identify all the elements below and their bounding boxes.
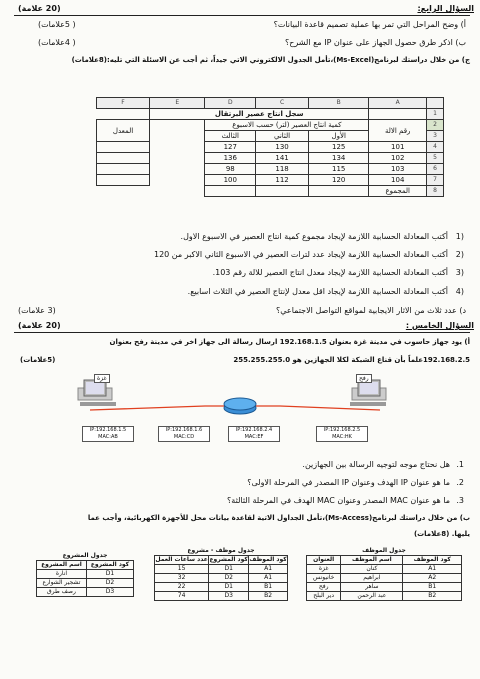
q4-marks: (20 علامة) [18, 4, 61, 13]
pc-right-icon [350, 380, 386, 406]
project-table [36, 552, 134, 597]
q4-d-marks: (3 علامات) [18, 306, 56, 315]
column-header: العنوان [307, 556, 341, 565]
col-letter: D [205, 98, 256, 109]
row-number: 1 [427, 109, 444, 120]
header-production: كمية انتاج العصير (لتر) حسب الاسبوع [205, 120, 369, 131]
employee-project-table [154, 547, 288, 601]
row-number: 6 [427, 164, 444, 175]
cell: 101 [369, 142, 427, 153]
q5-item: هل نحتاج موجه لتوجيه الرسالة بين الجهازين. [302, 460, 450, 469]
cell: 127 [205, 142, 256, 153]
q5-a-marks: (5علامات) [20, 356, 56, 364]
q5-item-num: 1. [456, 460, 464, 469]
q4-c: ج) من خلال دراستك لبرنامج(Ms-Excel)،تأمل الجدول الالكتروني الاتي جيداً، ثم أجب عن الاسئلة التي تليه:(8علامات) [71, 56, 470, 64]
table-row: B2 عبد الرحمن دير البلح [307, 592, 462, 601]
cell: 141 [256, 153, 309, 164]
cell: 103 [369, 164, 427, 175]
column-header: اسم المشروع [37, 561, 87, 570]
q5-marks: (20 علامة) [18, 321, 61, 330]
node-ip: IP:192.168.2.4 [235, 427, 273, 433]
node-ip: IP:192.168.2.5 [323, 427, 361, 433]
table-row: B1 ساهر رفح [307, 583, 462, 592]
divider [14, 332, 470, 333]
cell: 120 [309, 175, 369, 186]
q5-b-line1: ب) من خلال دراستك لبرنامج(Ms-Access)،تأمل الجداول الاتية لقاعدة بيانات محل للأجهزة الكهربائية، وأجب عما [87, 514, 470, 522]
cell: 134 [309, 153, 369, 164]
q4-b: ب) اذكر طرق حصول الجهاز على عنوان IP مع الشرح؟ [284, 38, 466, 47]
cell: 98 [205, 164, 256, 175]
table-row: A1 كنان غزة [307, 565, 462, 574]
column-header: كود المشروع [209, 556, 248, 563]
header-week3: الثالث [205, 131, 256, 142]
header-average: المعدل [97, 120, 150, 142]
q5-b-line2: يليها. (8علامات) [413, 530, 470, 538]
q5-a-line1: أ) يود جهاز حاسوب في مدينة غزة بعنوان 192.168.1.5 ارسال رسالة الى جهاز اخر في مدينة رفح بعنوان [109, 338, 470, 346]
q4-item-num: (3 [455, 268, 464, 277]
city-right-label: رفح [356, 374, 372, 383]
table-row: D2 تشجير الشوارع [37, 579, 134, 588]
q4-item: أكتب المعادلة الحسابية اللازمة لإيجاد اقل معدل لإنتاج العصير في الثلاث اسابيع. [187, 287, 448, 296]
node-ip: IP:192.168.1.6 [165, 427, 203, 433]
table-row: B1 D1 22 [155, 583, 288, 592]
q4-a: أ) وضح المراحل التي تمر بها عملية تصميم قاعدة البيانات؟ [273, 20, 466, 29]
q4-item-num: (2 [455, 250, 464, 259]
table-row: A1 D2 32 [155, 574, 288, 583]
col-letter: B [309, 98, 369, 109]
q4-item-num: (4 [455, 287, 464, 296]
table-row: A1 D1 15 [155, 565, 288, 574]
q5-item-num: 3. [456, 496, 464, 505]
header-week1: الأول [309, 131, 369, 142]
row-number: 4 [427, 142, 444, 153]
column-header: كود الموظف [403, 556, 462, 565]
q5-a-line2: 192.168.2.5علماً بأن قناع الشبكة لكلا الجهازين هو 255.255.255.0 [233, 356, 470, 364]
cell [309, 186, 369, 197]
column-header: اسم الموظف [341, 556, 403, 565]
node-mac: MAC:AB [98, 434, 118, 440]
q4-a-marks: ( 5علامات) [38, 20, 76, 29]
cell: 136 [205, 153, 256, 164]
row-number: 2 [427, 120, 444, 131]
cell [205, 186, 256, 197]
node-mac: MAC:EF [244, 434, 264, 440]
router-icon [224, 398, 256, 414]
node-address [82, 426, 134, 442]
q4-b-marks: ( 4علامات) [38, 38, 76, 47]
excel-sheet [96, 97, 444, 197]
node-address [316, 426, 368, 442]
table-row: D1 انارة [37, 570, 134, 579]
cell [97, 175, 150, 186]
col-letter: C [256, 98, 309, 109]
row-number: 8 [427, 186, 444, 197]
sheet-title: سجل انتاج عصير البرتقال [150, 109, 369, 120]
cell: 130 [256, 142, 309, 153]
header-week2: الثاني [256, 131, 309, 142]
cell: 100 [205, 175, 256, 186]
node-mac: MAC:CD [173, 434, 195, 440]
city-left-label: غزة [94, 374, 110, 383]
cell [97, 153, 150, 164]
column-header: عدد ساعات العمل [155, 556, 208, 563]
cell [256, 186, 309, 197]
q5-item: ما هو عنوان MAC المصدر وعنوان MAC الهدف في المرحلة الثالثة؟ [227, 496, 450, 505]
cell [97, 164, 150, 175]
divider [14, 15, 470, 16]
excel-corner [427, 98, 444, 109]
table-row: B2 D3 74 [155, 592, 288, 601]
col-letter: F [97, 98, 150, 109]
q4-item: أكتب المعادلة الحسابية اللازمة لإيجاد معدل انتاج العصير للالة رقم 103. [212, 268, 448, 277]
cell: 118 [256, 164, 309, 175]
column-header: كود المشروع [86, 561, 133, 570]
node-ip: IP:192.168.1.5 [89, 427, 127, 433]
cell: 102 [369, 153, 427, 164]
node-address [228, 426, 280, 442]
header-machine: رقم الالة [369, 120, 427, 142]
cell: 125 [309, 142, 369, 153]
q4-item-num: (1 [455, 232, 464, 241]
row-number: 3 [427, 131, 444, 142]
cell: 115 [309, 164, 369, 175]
employee-table [306, 547, 462, 601]
table-row: D3 رصف طرق [37, 588, 134, 597]
col-letter: A [369, 98, 427, 109]
table-caption: جدول الموظف [362, 547, 406, 554]
cell: 104 [369, 175, 427, 186]
node-mac: MAC:HK [332, 434, 352, 440]
table-caption: جدول موظف - مشروع [187, 547, 255, 554]
q5-item-num: 2. [456, 478, 464, 487]
q5-item: ما هو عنوان IP الهدف وعنوان IP المصدر في المرحلة الاولى؟ [247, 478, 450, 487]
q4-item: أكتب المعادلة الحسابية اللازمة لإيجاد عدد لترات العصير في الاسبوع الثاني الاكبر من 120 [153, 250, 448, 259]
row-number: 7 [427, 175, 444, 186]
cell: 112 [256, 175, 309, 186]
cell [97, 142, 150, 153]
q4-item: أكتب المعادلة الحسابية اللازمة لإيجاد مجموع كمية انتاج العصير في الاسبوع الاول. [180, 232, 448, 241]
q5-heading: السؤال الخامس : [405, 321, 474, 330]
col-letter: E [150, 98, 205, 109]
table-caption: جدول المشروع [62, 552, 108, 559]
q4-d: د) عدد ثلاث من الاثار الايجابية لمواقع التواصل الاجتماعي؟ [276, 306, 466, 315]
total-label: المجموع [369, 186, 427, 197]
q4-heading: السؤال الرابع: [417, 4, 474, 13]
column-header: كود الموظف [249, 556, 287, 563]
table-row: A2 ابراهيم خانيونس [307, 574, 462, 583]
node-address [158, 426, 210, 442]
pc-left-icon [78, 380, 116, 406]
row-number: 5 [427, 153, 444, 164]
